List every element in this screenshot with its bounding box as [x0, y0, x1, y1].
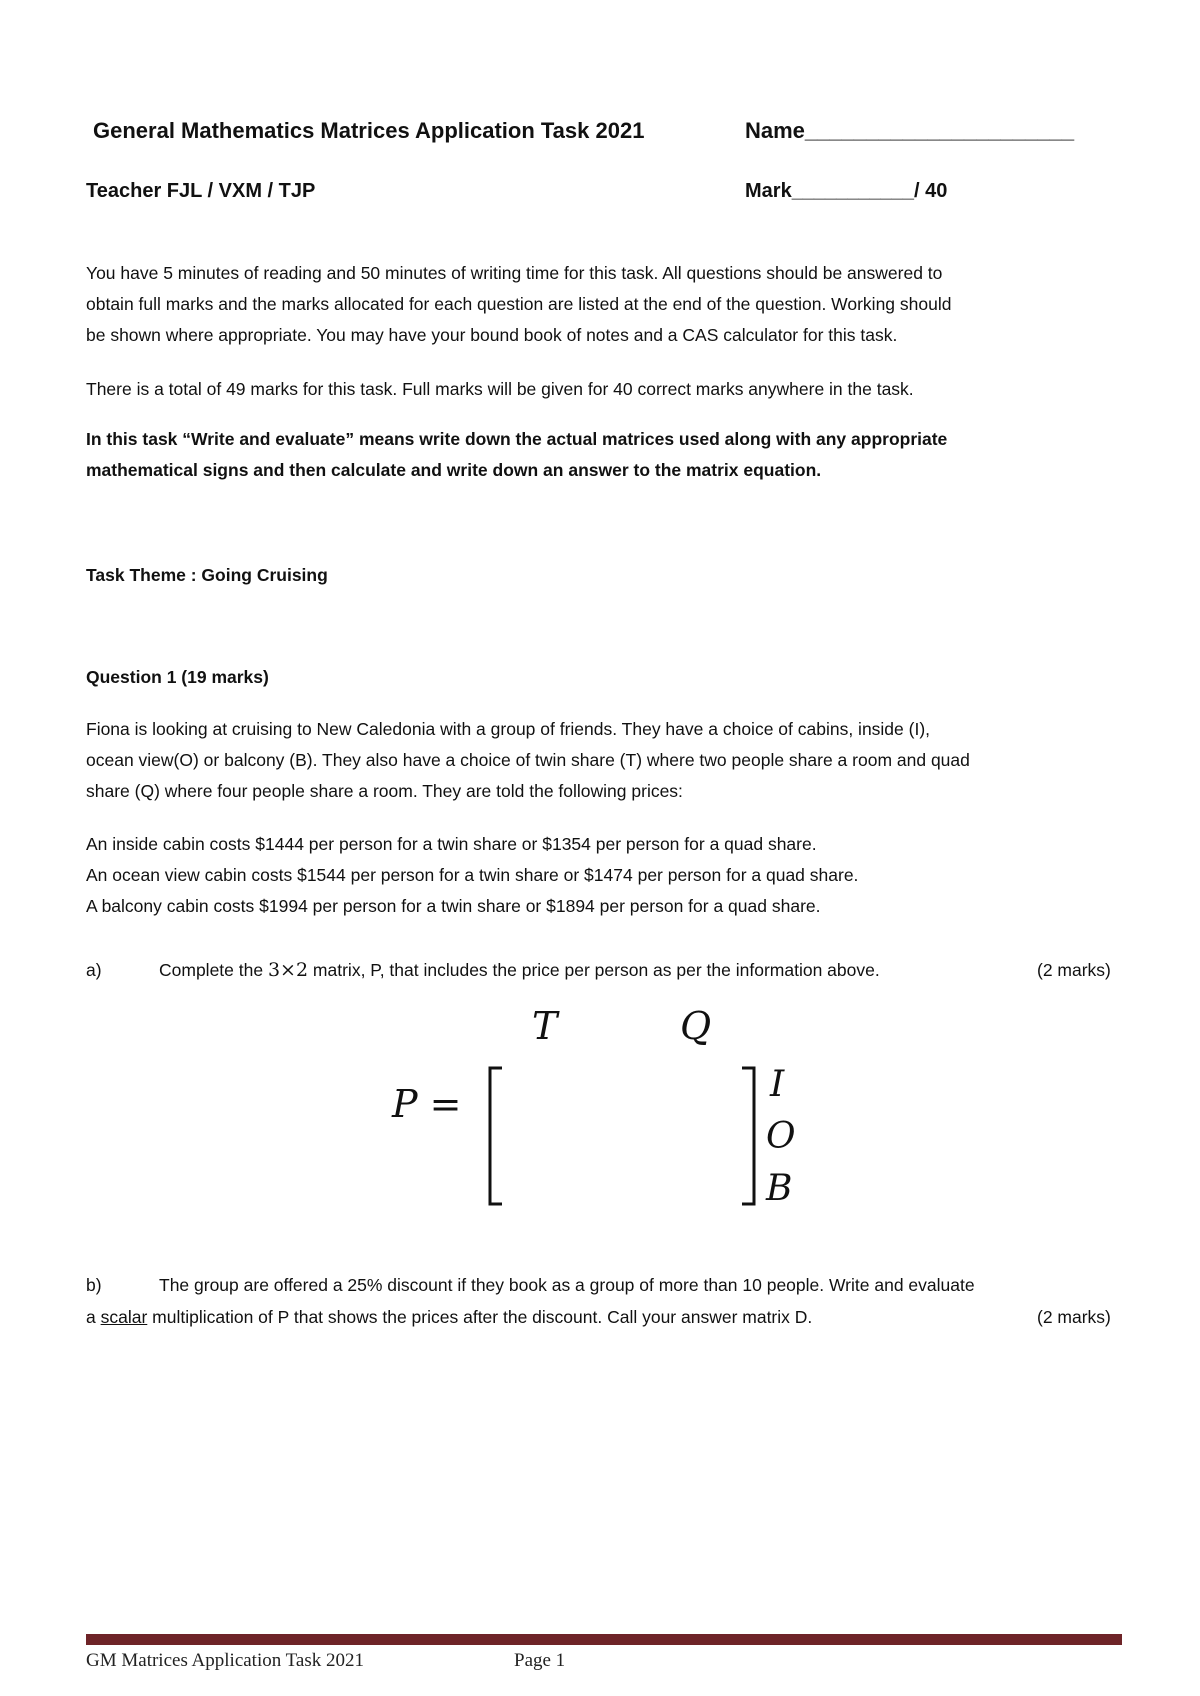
question-1-title: [86, 662, 269, 693]
instruction-line: mathematical signs and then calculate and write down an answer to the matrix equation.: [86, 460, 822, 480]
price-line-ocean-view: An ocean view cabin costs $1544 per person for a twin share or $1474 per person for a quad share.: [86, 865, 859, 885]
row-label-i: I: [770, 1064, 785, 1105]
teacher-label: Teacher FJL / VXM / TJP: [86, 180, 316, 202]
page-number: Page 1: [514, 1650, 566, 1671]
part-b-post: multiplication of P that shows the prices after the discount. Call your answer matrix D.: [147, 1307, 813, 1327]
footer-bar: [86, 1634, 1122, 1645]
intro-paragraph: [86, 258, 951, 351]
part-b-marks: (2 marks): [1037, 1307, 1111, 1327]
left-bracket-icon: [486, 1066, 506, 1206]
intro-line: obtain full marks and the marks allocated for each question are listed at the end of the question. Working should: [86, 294, 952, 314]
part-b-line-1: The group are offered a 25% discount if they book as a group of more than 10 people. Write and evaluate: [159, 1275, 975, 1295]
part-a-text-after: matrix, P, that includes the price per person as per the information above.: [308, 960, 880, 980]
matrix-dimension: 3×2: [267, 959, 309, 981]
name-field-label: Name______________________: [745, 118, 1075, 143]
instruction-paragraph: [86, 424, 947, 486]
part-b-label: b): [86, 1275, 102, 1295]
part-a-label: a): [86, 960, 102, 980]
intro-line: be shown where appropriate. You may have your bound book of notes and a CAS calculator for this task.: [86, 325, 898, 345]
price-list: [86, 829, 858, 922]
question-1-scenario: [86, 714, 970, 807]
scenario-line: share (Q) where four people share a room. They are told the following prices:: [86, 781, 683, 801]
part-b-line-2: [86, 1302, 812, 1333]
task-theme: [86, 560, 328, 591]
question-1-title-text: Question 1 (19 marks): [86, 667, 269, 687]
total-marks-paragraph: [86, 374, 914, 405]
intro-line: You have 5 minutes of reading and 50 minutes of writing time for this task. All questions should be answered to: [86, 263, 943, 283]
row-label-o: O: [766, 1116, 796, 1157]
part-a-marks: (2 marks): [1037, 960, 1111, 980]
part-a-question: [159, 955, 880, 986]
mark-field-label: Mark___________/ 40: [745, 180, 948, 202]
footer-title: GM Matrices Application Task 2021: [86, 1650, 365, 1671]
right-bracket-icon: [738, 1066, 758, 1206]
row-label-b: B: [766, 1168, 793, 1209]
scenario-line: ocean view(O) or balcony (B). They also have a choice of twin share (T) where two people share a room and quad: [86, 750, 970, 770]
total-marks-line: There is a total of 49 marks for this task. Full marks will be given for 40 correct marks anywhere in the task.: [86, 379, 914, 399]
document-title: General Mathematics Matrices Application Task 2021: [93, 118, 645, 143]
instruction-line: In this task “Write and evaluate” means write down the actual matrices used along with any appropriate: [86, 429, 948, 449]
column-label-q: Q: [680, 1004, 712, 1048]
column-label-t: T: [532, 1004, 558, 1048]
price-line-balcony: A balcony cabin costs $1994 per person for a twin share or $1894 per person for a quad share.: [86, 896, 821, 916]
price-line-inside: An inside cabin costs $1444 per person for a twin share or $1354 per person for a quad share.: [86, 834, 817, 854]
matrix-lhs-label: P =: [392, 1082, 462, 1126]
task-theme-text: Task Theme : Going Cruising: [86, 565, 328, 585]
part-b-pre: a: [86, 1307, 101, 1327]
scenario-line: Fiona is looking at cruising to New Caledonia with a group of friends. They have a choice of cabins, inside (I),: [86, 719, 931, 739]
part-a-text-before: Complete the: [159, 960, 268, 980]
scalar-underlined: scalar: [100, 1307, 148, 1327]
